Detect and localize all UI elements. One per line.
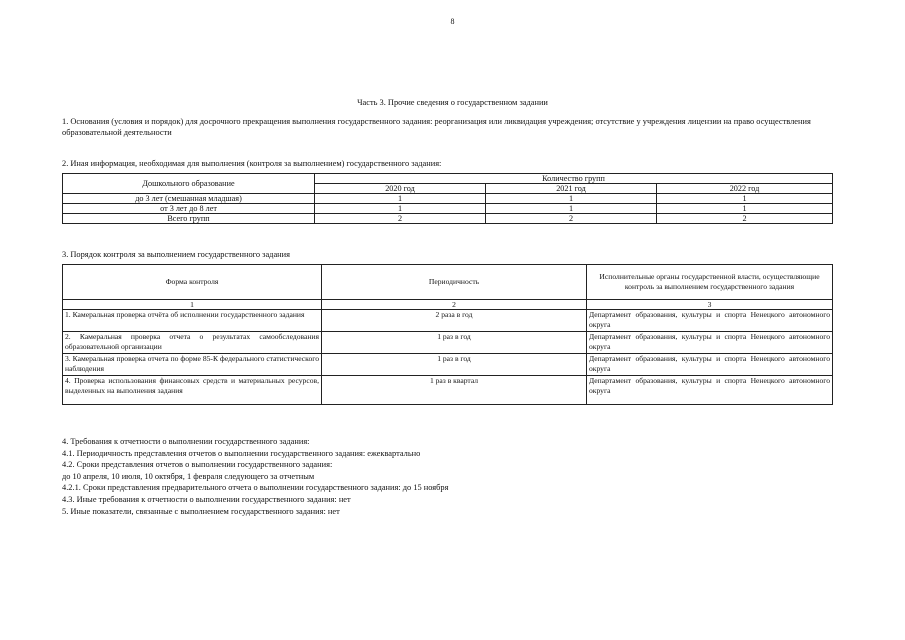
other-info-title: 2. Иная информация, необходимая для выполнения (контроля за выполнением) государственного задания: <box>62 159 442 168</box>
groups-header-year: 2022 год <box>657 183 833 193</box>
reporting-line: 4.2. Сроки представления отчетов о выполнении государственного задания: <box>62 460 333 470</box>
reporting-line: до 10 апреля, 10 июля, 10 октября, 1 февраля следующего за отчетным <box>62 471 315 481</box>
control-form: 1. Камеральная проверка отчёта об исполнении государственного задания <box>63 309 322 331</box>
groups-header-education: Дошкольного образование <box>63 173 315 193</box>
table-row <box>63 353 833 375</box>
control-executive: Департамент образования, культуры и спорта Ненецкого автономного округа <box>587 309 833 331</box>
table-row <box>63 309 833 331</box>
groups-header-count: Количество групп <box>315 173 833 183</box>
control-period: 2 раза в год <box>322 309 587 331</box>
part-title: Часть 3. Прочие сведения о государственном задании <box>357 98 548 107</box>
reporting-line: 4.2.1. Сроки представления предварительного отчета о выполнении государственного задания: до 15 ноября <box>62 483 449 493</box>
reporting-line: 4. Требования к отчетности о выполнении государственного задания: <box>62 437 310 446</box>
groups-cell: 2 <box>486 213 657 223</box>
table-row <box>63 213 833 223</box>
control-header-executive: Исполнительные органы государственной власти, осуществляющие контроль за выполнением государственного задания <box>587 264 833 299</box>
control-column-number: 2 <box>322 299 587 309</box>
control-header-form: Форма контроля <box>63 264 322 299</box>
control-period: 1 раз в год <box>322 331 587 353</box>
control-executive: Департамент образования, культуры и спорта Ненецкого автономного округа <box>587 375 833 404</box>
groups-cell: 1 <box>486 193 657 203</box>
groups-header-year: 2021 год <box>486 183 657 193</box>
page-number: 8 <box>450 17 455 26</box>
groups-cell: 1 <box>657 193 833 203</box>
reporting-line: 4.3. Иные требования к отчетности о выполнении государственного задания: нет <box>62 494 351 504</box>
groups-cell: 2 <box>315 213 486 223</box>
groups-header-year: 2020 год <box>315 183 486 193</box>
control-executive: Департамент образования, культуры и спорта Ненецкого автономного округа <box>587 353 833 375</box>
control-form: 3. Камеральная проверка отчета по форме 85-К федерального статистического наблюдения <box>63 353 322 375</box>
control-header-period: Периодичность <box>322 264 587 299</box>
control-column-number: 3 <box>587 299 833 309</box>
groups-cell: 1 <box>315 203 486 213</box>
groups-cell: 1 <box>486 203 657 213</box>
groups-cell: 1 <box>315 193 486 203</box>
control-executive: Департамент образования, культуры и спорта Ненецкого автономного округа <box>587 331 833 353</box>
reporting-line: 5. Иные показатели, связанные с выполнением государственного задания: нет <box>62 506 340 516</box>
control-column-number: 1 <box>63 299 322 309</box>
control-table <box>62 264 833 405</box>
groups-row-label: от 3 лет до 8 лет <box>63 203 315 213</box>
control-procedure-title: 3. Порядок контроля за выполнением государственного задания <box>62 250 290 259</box>
table-row <box>63 193 833 203</box>
control-form: 2. Камеральная проверка отчета о результатах самообследования образовательной организации <box>63 331 322 353</box>
control-form: 4. Проверка использования финансовых средств и материальных ресурсов, выделенных на выполнения задания <box>63 375 322 404</box>
section-termination-grounds <box>62 117 832 138</box>
termination-grounds-text: 1. Основания (условия и порядок) для досрочного прекращения выполнения государственного задания: реорганизация или ликвидация учреждения; отсутствие у учреждения лицензии на право осуществления образовательной деятельности <box>62 117 811 137</box>
section-reporting-requirements <box>62 436 832 517</box>
reporting-line: 4.1. Периодичность представления отчетов о выполнении государственного задания: ежеквартально <box>62 448 421 458</box>
groups-cell: 1 <box>657 203 833 213</box>
control-period: 1 раз в год <box>322 353 587 375</box>
section-control-procedure <box>62 250 832 405</box>
control-period: 1 раз в квартал <box>322 375 587 404</box>
table-row <box>63 203 833 213</box>
groups-table <box>62 173 833 224</box>
groups-row-label: Всего групп <box>63 213 315 223</box>
table-row <box>63 375 833 404</box>
groups-row-label: до 3 лет (смешанная младшая) <box>63 193 315 203</box>
section-other-info <box>62 159 832 224</box>
table-row <box>63 331 833 353</box>
groups-cell: 2 <box>657 213 833 223</box>
